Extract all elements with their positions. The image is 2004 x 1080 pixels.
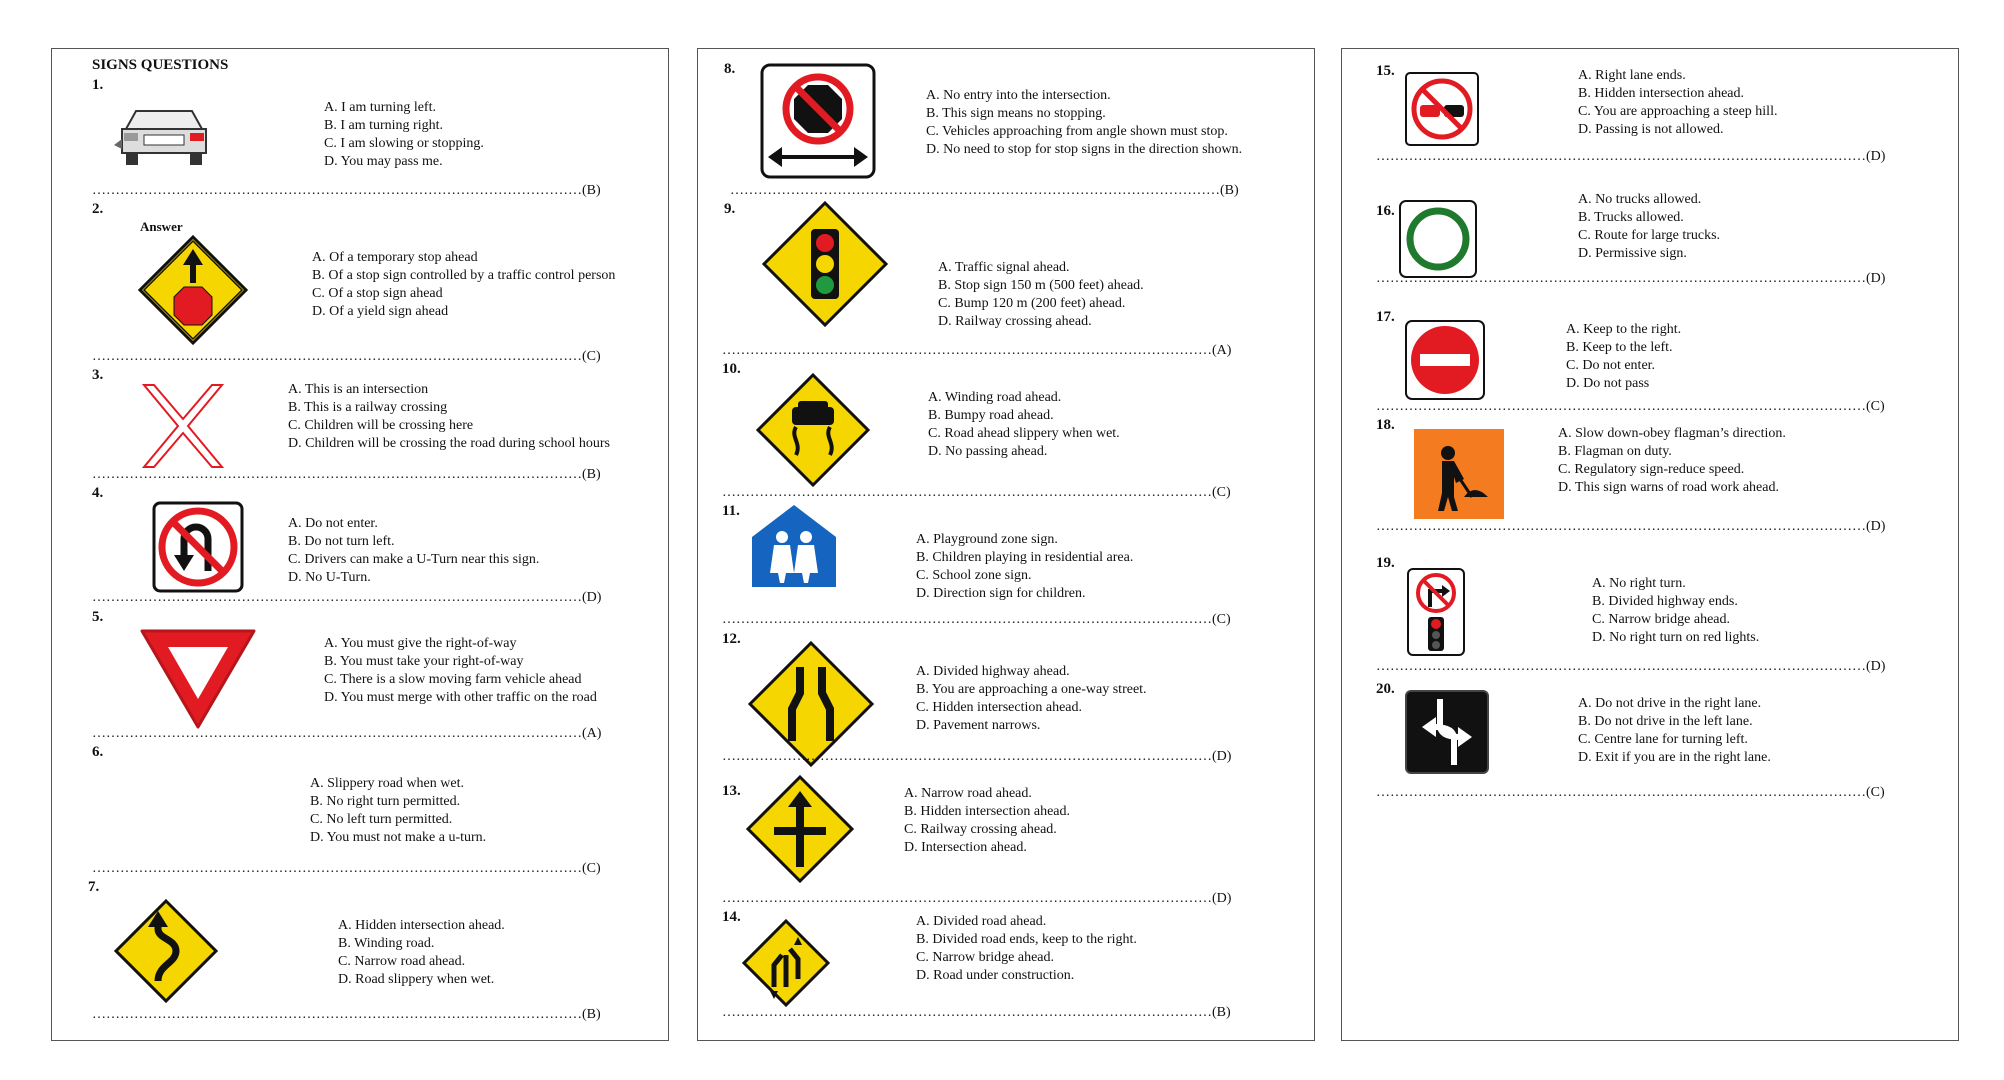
options-list: [916, 663, 1147, 735]
options-list: [916, 913, 1137, 985]
option-d[interactable]: D. No U-Turn.: [288, 570, 371, 585]
question-number: 10.: [722, 361, 741, 377]
answer-letter: (B): [582, 1007, 601, 1022]
answer-dots: ……………………………………………………………………………………………: [722, 749, 1212, 764]
answer-letter: (C): [1212, 485, 1231, 500]
answer-dots: ……………………………………………………………………………………………: [92, 861, 582, 876]
options-list: [310, 775, 486, 847]
options-list: [288, 515, 539, 587]
option-b[interactable]: B. Flagman on duty.: [1558, 444, 1672, 459]
do-not-enter-sign-icon: [1404, 319, 1486, 406]
stop-ahead-sign-icon: [138, 235, 248, 350]
option-b[interactable]: B. Hidden intersection ahead.: [1578, 86, 1745, 101]
option-b[interactable]: B. No right turn permitted.: [310, 794, 461, 809]
answer-line: [722, 485, 1231, 501]
option-a[interactable]: A. Playground zone sign.: [916, 532, 1058, 547]
answer-label: Answer: [140, 219, 183, 234]
answer-line: [1376, 659, 1885, 675]
options-list: [288, 381, 610, 453]
answer-letter: (A): [582, 726, 602, 741]
option-c[interactable]: C. Vehicles approaching from angle shown must stop.: [926, 124, 1228, 139]
option-b[interactable]: B. Winding road.: [338, 936, 435, 951]
option-b[interactable]: B. This is a railway crossing: [288, 400, 448, 415]
question-number: 14.: [722, 909, 741, 925]
options-list: [1592, 575, 1759, 647]
answer-letter: (C): [1866, 785, 1885, 800]
option-b[interactable]: B. This sign means no stopping.: [926, 106, 1106, 121]
option-a[interactable]: A. I am turning left.: [324, 100, 436, 115]
option-c[interactable]: C. Children will be crossing here: [288, 418, 474, 433]
question-panel-1: [51, 48, 669, 1041]
answer-letter: (D): [1212, 749, 1232, 764]
answer-line: [722, 343, 1231, 359]
question-number: 6.: [92, 744, 104, 760]
answer-line: [722, 612, 1231, 628]
option-a[interactable]: A. Do not drive in the right lane.: [1578, 696, 1762, 711]
option-d[interactable]: D. Permissive sign.: [1578, 246, 1687, 261]
answer-line: [730, 183, 1239, 199]
option-a[interactable]: A. No right turn.: [1592, 576, 1686, 591]
option-a[interactable]: A. No entry into the intersection.: [926, 88, 1111, 103]
options-list: [928, 389, 1120, 461]
answer-letter: (B): [1212, 1005, 1231, 1020]
option-d[interactable]: D. Pavement narrows.: [916, 718, 1041, 733]
answer-letter: (C): [582, 349, 601, 364]
answer-dots: ……………………………………………………………………………………………: [92, 183, 582, 198]
question-number: 5.: [92, 609, 104, 625]
question-number: 16.: [1376, 203, 1395, 219]
option-c[interactable]: C. Railway crossing ahead.: [904, 822, 1057, 837]
option-a[interactable]: A. Slow down-obey flagman’s direction.: [1558, 426, 1786, 441]
option-c[interactable]: C. I am slowing or stopping.: [324, 136, 484, 151]
answer-line: [1376, 271, 1885, 287]
option-c[interactable]: C. Narrow road ahead.: [338, 954, 466, 969]
answer-line: [92, 349, 601, 365]
answer-letter: (D): [1866, 149, 1886, 164]
answer-letter: (A): [1212, 343, 1232, 358]
answer-line: [1376, 149, 1885, 165]
answer-dots: ……………………………………………………………………………………………: [92, 590, 582, 605]
answer-dots: ……………………………………………………………………………………………: [722, 343, 1212, 358]
option-b[interactable]: B. Divided highway ends.: [1592, 594, 1738, 609]
option-c[interactable]: C. You are approaching a steep hill.: [1578, 104, 1778, 119]
question-number: 11.: [722, 503, 740, 519]
answer-dots: ……………………………………………………………………………………………: [1376, 659, 1866, 674]
option-c[interactable]: C. Centre lane for turning left.: [1578, 732, 1748, 747]
stop-not-required-sign-icon: [760, 63, 876, 184]
option-a[interactable]: A. Hidden intersection ahead.: [338, 918, 505, 933]
question-number: 18.: [1376, 417, 1395, 433]
answer-line: [1376, 399, 1885, 415]
option-d[interactable]: D. You may pass me.: [324, 154, 443, 169]
answer-dots: ……………………………………………………………………………………………: [1376, 149, 1866, 164]
options-list: [324, 99, 484, 171]
option-b[interactable]: B. You are approaching a one-way street.: [916, 682, 1147, 697]
answer-line: [92, 183, 601, 199]
option-c[interactable]: C. Road ahead slippery when wet.: [928, 426, 1120, 441]
option-b[interactable]: B. Of a stop sign controlled by a traffic control person: [312, 268, 616, 283]
no-passing-sign-icon: [1404, 71, 1480, 152]
answer-dots: ……………………………………………………………………………………………: [1376, 785, 1866, 800]
option-d[interactable]: D. Intersection ahead.: [904, 840, 1027, 855]
answer-line: [92, 726, 601, 742]
answer-dots: ……………………………………………………………………………………………: [92, 349, 582, 364]
answer-letter: (D): [1866, 659, 1886, 674]
answer-line: [92, 1007, 601, 1023]
answer-dots: ……………………………………………………………………………………………: [730, 183, 1220, 198]
option-a[interactable]: A. Winding road ahead.: [928, 390, 1062, 405]
answer-letter: (C): [582, 861, 601, 876]
option-c[interactable]: C. There is a slow moving farm vehicle ahead: [324, 672, 582, 687]
answer-letter: (C): [1212, 612, 1231, 627]
answer-dots: ……………………………………………………………………………………………: [1376, 519, 1866, 534]
options-list: [916, 531, 1133, 603]
answer-line: [1376, 519, 1885, 535]
option-a[interactable]: A. Narrow road ahead.: [904, 786, 1032, 801]
road-work-sign-icon: [1412, 427, 1506, 526]
intersection-ahead-sign-icon: [746, 775, 854, 888]
option-c[interactable]: C. No left turn permitted.: [310, 812, 453, 827]
no-u-turn-sign-icon: [152, 501, 244, 598]
question-number: 1.: [92, 77, 104, 93]
option-d[interactable]: D. Road slippery when wet.: [338, 972, 495, 987]
option-b[interactable]: B. Trucks allowed.: [1578, 210, 1684, 225]
page-title: SIGNS QUESTIONS: [92, 57, 229, 73]
answer-letter: (D): [582, 590, 602, 605]
answer-dots: ……………………………………………………………………………………………: [92, 467, 582, 482]
answer-line: [722, 749, 1231, 765]
option-a[interactable]: A. Keep to the right.: [1566, 322, 1682, 337]
railway-crossbuck-icon: [138, 383, 228, 474]
option-c[interactable]: C. Narrow bridge ahead.: [916, 950, 1055, 965]
options-list: [324, 635, 597, 707]
option-d[interactable]: D. Passing is not allowed.: [1578, 122, 1724, 137]
question-number: 2.: [92, 201, 104, 217]
option-b[interactable]: B. Children playing in residential area.: [916, 550, 1134, 565]
option-c[interactable]: C. Of a stop sign ahead: [312, 286, 443, 301]
options-list: [1578, 191, 1720, 263]
option-d[interactable]: D. No passing ahead.: [928, 444, 1048, 459]
car-rear-icon: [114, 105, 214, 172]
option-d[interactable]: D. No right turn on red lights.: [1592, 630, 1760, 645]
option-b[interactable]: B. Do not turn left.: [288, 534, 395, 549]
option-d[interactable]: D. No need to stop for stop signs in the direction shown.: [926, 142, 1243, 157]
option-b[interactable]: B. Do not drive in the left lane.: [1578, 714, 1753, 729]
option-d[interactable]: D. Children will be crossing the road during school hours: [288, 436, 610, 451]
question-number: 7.: [88, 879, 100, 895]
school-zone-sign-icon: [750, 503, 838, 594]
question-number: 17.: [1376, 309, 1395, 325]
option-b[interactable]: B. Bumpy road ahead.: [928, 408, 1054, 423]
question-number: 3.: [92, 367, 104, 383]
options-list: [1578, 695, 1771, 767]
option-d[interactable]: D. Direction sign for children.: [916, 586, 1086, 601]
option-d[interactable]: D. This sign warns of road work ahead.: [1558, 480, 1779, 495]
question-number: 4.: [92, 485, 104, 501]
answer-line: [722, 891, 1231, 907]
answer-dots: ……………………………………………………………………………………………: [1376, 399, 1866, 414]
option-d[interactable]: D. Road under construction.: [916, 968, 1075, 983]
divided-road-sign-icon: [742, 919, 830, 1012]
option-c[interactable]: C. School zone sign.: [916, 568, 1032, 583]
option-b[interactable]: B. Divided road ends, keep to the right.: [916, 932, 1137, 947]
answer-dots: ……………………………………………………………………………………………: [92, 726, 582, 741]
answer-line: [1376, 785, 1885, 801]
question-number: 8.: [724, 61, 736, 77]
option-a[interactable]: A. No trucks allowed.: [1578, 192, 1702, 207]
options-list: [1578, 67, 1777, 139]
option-d[interactable]: D. Of a yield sign ahead: [312, 304, 449, 319]
option-b[interactable]: B. Stop sign 150 m (500 feet) ahead.: [938, 278, 1144, 293]
traffic-signal-ahead-icon: [762, 201, 888, 332]
option-a[interactable]: A. Do not enter.: [288, 516, 378, 531]
answer-dots: ……………………………………………………………………………………………: [722, 1005, 1212, 1020]
option-d[interactable]: D. You must merge with other traffic on the road: [324, 690, 597, 705]
options-list: [312, 249, 615, 321]
option-a[interactable]: A. You must give the right-of-way: [324, 636, 517, 651]
option-c[interactable]: C. Regulatory sign-reduce speed.: [1558, 462, 1745, 477]
option-c[interactable]: C. Route for large trucks.: [1578, 228, 1721, 243]
option-a[interactable]: A. Slippery road when wet.: [310, 776, 464, 791]
answer-letter: (D): [1212, 891, 1232, 906]
options-list: [338, 917, 505, 989]
option-c[interactable]: C. Bump 120 m (200 feet) ahead.: [938, 296, 1126, 311]
option-c[interactable]: C. Hidden intersection ahead.: [916, 700, 1083, 715]
answer-letter: (D): [1866, 519, 1886, 534]
yield-sign-icon: [138, 627, 258, 736]
option-b[interactable]: B. I am turning right.: [324, 118, 443, 133]
answer-letter: (B): [1220, 183, 1239, 198]
no-right-turn-on-red-sign-icon: [1406, 567, 1466, 662]
question-number: 15.: [1376, 63, 1395, 79]
answer-letter: (B): [582, 467, 601, 482]
question-number: 9.: [724, 201, 736, 217]
question-panel-2: [697, 48, 1315, 1041]
option-a[interactable]: A. Right lane ends.: [1578, 68, 1686, 83]
answer-dots: ……………………………………………………………………………………………: [92, 1007, 582, 1022]
option-d[interactable]: D. Railway crossing ahead.: [938, 314, 1092, 329]
option-a[interactable]: A. Traffic signal ahead.: [938, 260, 1070, 275]
option-b[interactable]: B. Keep to the left.: [1566, 340, 1673, 355]
option-a[interactable]: A. Divided road ahead.: [916, 914, 1047, 929]
options-list: [926, 87, 1242, 159]
options-list: [1558, 425, 1786, 497]
options-list: [904, 785, 1070, 857]
winding-road-sign-icon: [114, 899, 218, 1008]
two-way-left-turn-lane-sign-icon: [1404, 689, 1490, 780]
answer-dots: ……………………………………………………………………………………………: [722, 612, 1212, 627]
answer-letter: (D): [1866, 271, 1886, 286]
answer-line: [92, 861, 601, 877]
option-a[interactable]: A. This is an intersection: [288, 382, 429, 397]
answer-line: [92, 590, 601, 606]
question-number: 12.: [722, 631, 741, 647]
answer-dots: ……………………………………………………………………………………………: [722, 485, 1212, 500]
option-c[interactable]: C. Narrow bridge ahead.: [1592, 612, 1731, 627]
option-c[interactable]: C. Do not enter.: [1566, 358, 1656, 373]
answer-dots: ……………………………………………………………………………………………: [1376, 271, 1866, 286]
option-b[interactable]: B. You must take your right-of-way: [324, 654, 524, 669]
option-a[interactable]: A. Of a temporary stop ahead: [312, 250, 478, 265]
question-number: 20.: [1376, 681, 1395, 697]
options-list: [938, 259, 1144, 331]
answer-line: [722, 1005, 1231, 1021]
option-a[interactable]: A. Divided highway ahead.: [916, 664, 1070, 679]
option-c[interactable]: C. Drivers can make a U-Turn near this sign.: [288, 552, 540, 567]
answer-letter: (B): [582, 183, 601, 198]
option-d[interactable]: D. You must not make a u-turn.: [310, 830, 487, 845]
options-list: [1566, 321, 1681, 393]
option-d[interactable]: D. Do not pass: [1566, 376, 1650, 391]
answer-letter: (C): [1866, 399, 1885, 414]
question-panel-3: [1341, 48, 1959, 1041]
question-number: 13.: [722, 783, 741, 799]
option-d[interactable]: D. Exit if you are in the right lane.: [1578, 750, 1771, 765]
question-number: 19.: [1376, 555, 1395, 571]
option-b[interactable]: B. Hidden intersection ahead.: [904, 804, 1071, 819]
answer-line: [92, 467, 601, 483]
slippery-road-sign-icon: [756, 373, 870, 492]
answer-dots: ……………………………………………………………………………………………: [722, 891, 1212, 906]
